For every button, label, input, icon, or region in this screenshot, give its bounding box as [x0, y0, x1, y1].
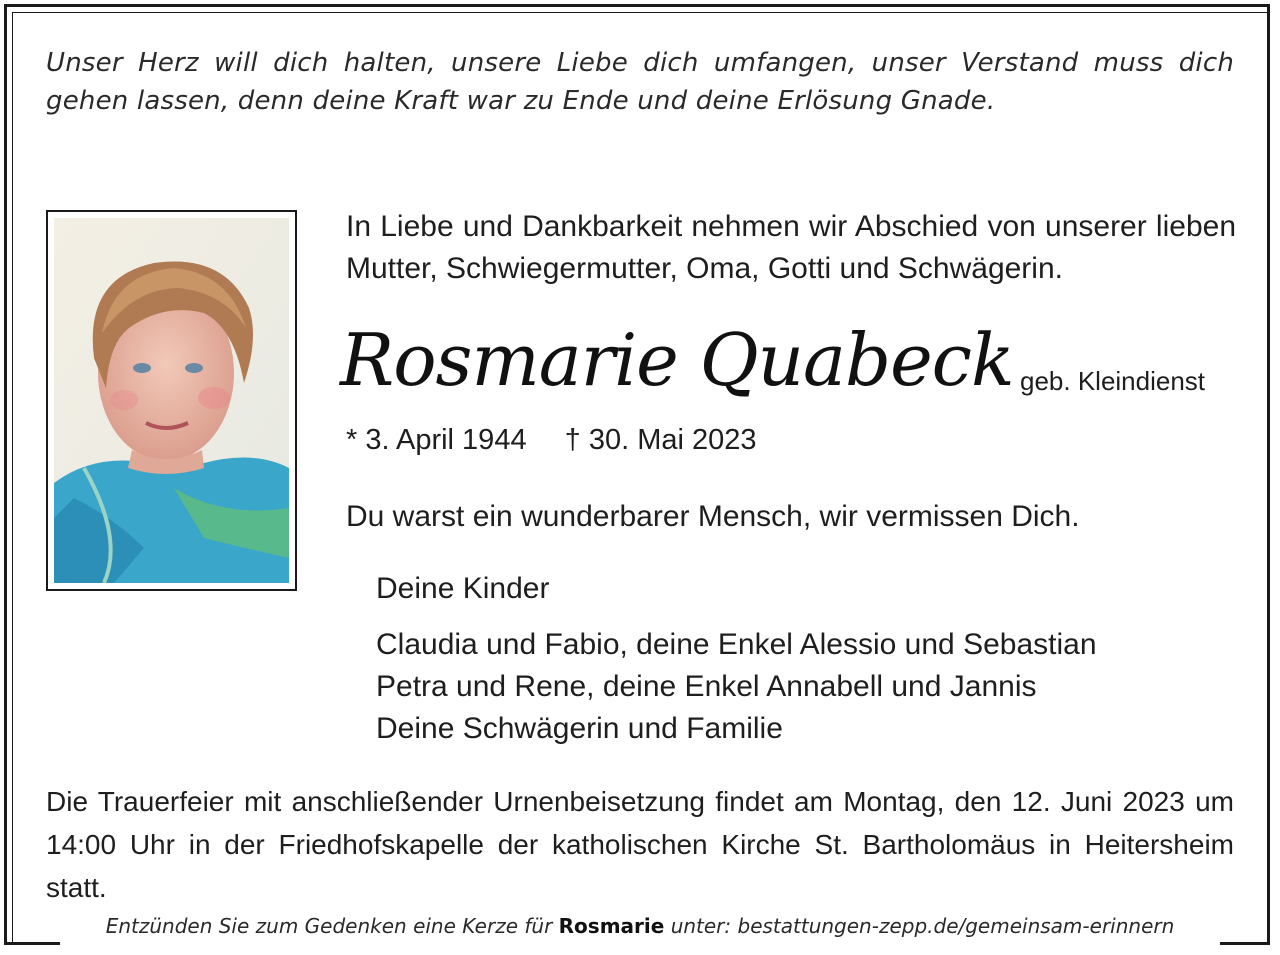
footer-name: Rosmarie: [558, 914, 665, 938]
signers-list: [376, 568, 1097, 750]
signer-line: Petra und Rene, deine Enkel Annabell und Jannis: [376, 670, 1037, 703]
signer-line: Claudia und Fabio, deine Enkel Alessio und Sebastian: [376, 628, 1097, 661]
signer-line: Deine Kinder: [376, 572, 550, 605]
motto-quote: Unser Herz will dich halten, unsere Liebe dich umfangen, unser Verstand muss dich gehen lassen, denn deine Kraft war zu Ende und deine Erlösung Gnade.: [46, 48, 1234, 116]
death-date: † 30. Mai 2023: [564, 424, 757, 456]
footer-prefix: Entzünden Sie zum Gedenken eine Kerze für: [105, 914, 553, 938]
portrait-photo: [54, 218, 289, 583]
footer-link[interactable]: unter: bestattungen-zepp.de/gemeinsam-erinnern: [670, 914, 1175, 938]
deceased-name: Rosmarie Quabeck: [340, 318, 1014, 402]
portrait-frame: [46, 210, 297, 591]
footer-note: [0, 914, 1280, 938]
birth-name: geb. Kleindienst: [1020, 366, 1206, 396]
intro-text: In Liebe und Dankbarkeit nehmen wir Abschied von unserer lieben Mutter, Schwiegermutter, Oma, Gotti und Schwägerin.: [346, 210, 1236, 285]
signer-line: Deine Schwägerin und Familie: [376, 712, 783, 745]
funeral-info: Die Trauerfeier mit anschließender Urnenbeisetzung findet am Montag, den 12. Juni 2023 um 14:00 Uhr in der Friedhofskapelle der katholischen Kirche St. Bartholomäus in Heitersheim statt.: [46, 786, 1234, 903]
birth-date: * 3. April 1944: [346, 424, 527, 456]
life-dates: [346, 424, 787, 457]
tribute-text: Du warst ein wunderbarer Mensch, wir vermissen Dich.: [346, 500, 1080, 533]
